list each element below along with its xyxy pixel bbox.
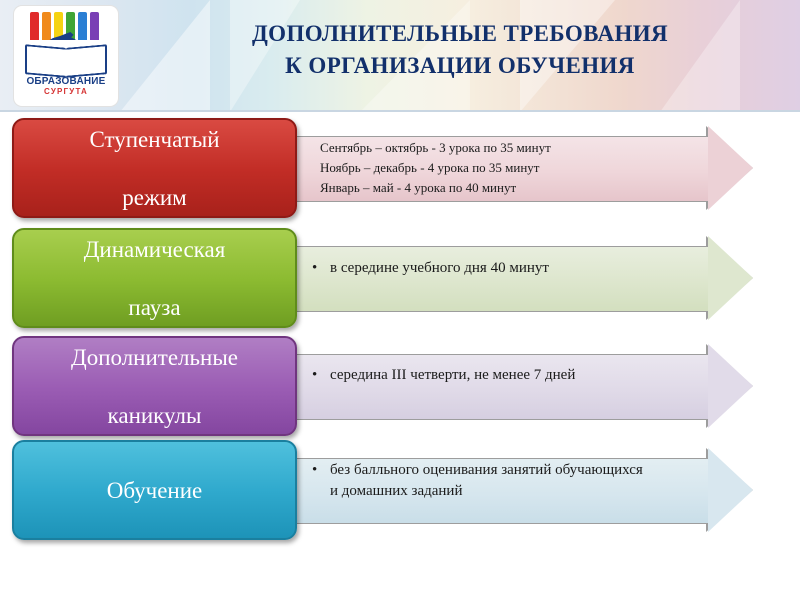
bullet-marker: • <box>312 260 318 276</box>
logo-caption-line2: СУРГУТА <box>43 87 89 96</box>
diagram-row-extra-holidays <box>0 336 800 436</box>
row-label-line1: Обучение <box>106 477 203 503</box>
bullet-marker: • <box>312 462 318 478</box>
row-label-extra-holidays <box>12 336 297 436</box>
detail-line-2: Ноябрь – декабрь - 4 урока по 35 минут <box>320 160 540 175</box>
row-details-dynamic-pause <box>312 258 732 279</box>
detail-text: в середине учебного дня 40 минут <box>330 260 549 276</box>
detail-text-line2: и домашних заданий <box>330 483 463 499</box>
bullet-marker: • <box>312 367 318 383</box>
row-label-line1: Дополнительные <box>71 344 238 370</box>
detail-line-1: Сентябрь – октябрь - 3 урока по 35 минут <box>320 140 551 155</box>
row-label-line2: каникулы <box>107 402 202 428</box>
page-title <box>150 18 770 82</box>
organization-logo <box>14 6 118 106</box>
page-title-line1: ДОПОЛНИТЕЛЬНЫЕ ТРЕБОВАНИЯ <box>251 21 669 46</box>
detail-text <box>330 460 643 502</box>
open-book-icon <box>24 40 108 76</box>
detail-text-line1: без балльного оценивания занятий обучающихся <box>330 462 643 478</box>
row-label-dynamic-pause <box>12 228 297 328</box>
page-title-line2: К ОРГАНИЗАЦИИ ОБУЧЕНИЯ <box>285 53 635 78</box>
row-details-teaching <box>312 460 742 502</box>
row-label-teaching <box>12 440 297 540</box>
row-details-stepped-mode <box>320 138 720 198</box>
row-label-line2: пауза <box>128 294 181 320</box>
row-label-line1: Ступенчатый <box>89 126 220 152</box>
arrow-head-3 <box>708 344 753 428</box>
row-label-line1: Динамическая <box>83 236 226 262</box>
band-divider <box>0 110 800 112</box>
logo-caption-line1: ОБРАЗОВАНИЕ <box>26 76 106 87</box>
row-label-stepped-mode <box>12 118 297 218</box>
logo-caption <box>14 76 118 96</box>
detail-line-3: Январь – май - 4 урока по 40 минут <box>320 180 517 195</box>
row-details-extra-holidays <box>312 365 732 386</box>
row-label-line2: режим <box>122 184 187 210</box>
detail-text: середина III четверти, не менее 7 дней <box>330 367 576 383</box>
